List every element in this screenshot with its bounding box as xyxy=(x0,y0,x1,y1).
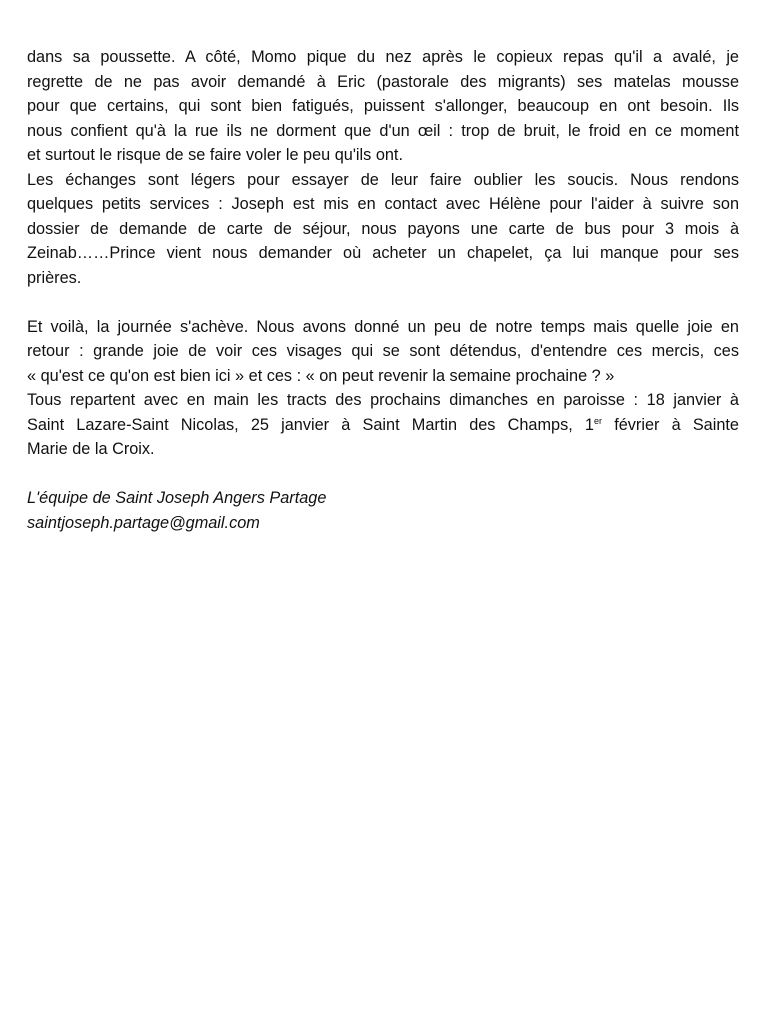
text-line: Tous repartent avec en main les tracts des prochains dimanches en paroisse : 18 janvier à xyxy=(27,391,739,409)
text-line: dans sa poussette. A côté, Momo pique du nez après le copieux repas qu'il a avalé, je xyxy=(27,48,739,66)
signature xyxy=(27,486,739,535)
text-line: dossier de demande de carte de séjour, nous payons une carte de bus pour 3 mois à xyxy=(27,219,739,238)
text-segment: février à Sainte xyxy=(602,415,739,434)
text-line xyxy=(27,413,739,438)
paragraph-4 xyxy=(27,388,739,462)
paragraph-3 xyxy=(27,315,739,389)
text-line: et surtout le risque de se faire voler le peu qu'ils ont. xyxy=(27,146,403,164)
text-line: pour que certains, qui sont bien fatigués, puissent s'allonger, beaucoup en ont besoin. Ils xyxy=(27,97,739,115)
text-line: quelques petits services : Joseph est mis en contact avec Hélène pour l'aider à suivre son xyxy=(27,195,739,213)
document-page xyxy=(27,45,739,535)
text-line: nous confient qu'à la rue ils ne dorment que d'un œil : trop de bruit, le froid en ce moment xyxy=(27,121,739,140)
text-line: Zeinab……Prince vient nous demander où acheter un chapelet, ça lui manque pour ses xyxy=(27,244,739,262)
text-line: Marie de la Croix. xyxy=(27,440,155,458)
text-line: Les échanges sont légers pour essayer de leur faire oublier les soucis. Nous rendons xyxy=(27,170,739,189)
text-segment: Saint Lazare-Saint Nicolas, 25 janvier à Saint Martin des Champs, 1 xyxy=(27,415,594,434)
paragraph-1 xyxy=(27,45,739,168)
text-line: Et voilà, la journée s'achève. Nous avons donné un peu de notre temps mais quelle joie en xyxy=(27,317,739,336)
paragraph-2 xyxy=(27,168,739,291)
text-line: prières. xyxy=(27,268,82,287)
text-line: regrette de ne pas avoir demandé à Eric (pastorale des migrants) ses matelas mousse xyxy=(27,72,739,91)
text-line: retour : grande joie de voir ces visages qui se sont détendus, d'entendre ces mercis, ces xyxy=(27,342,739,360)
text-line: « qu'est ce qu'on est bien ici » et ces : « on peut revenir la semaine prochaine ? » xyxy=(27,366,615,385)
superscript: er xyxy=(594,415,603,426)
signature-email[interactable]: saintjoseph.partage@gmail.com xyxy=(27,513,260,532)
signature-team: L'équipe de Saint Joseph Angers Partage xyxy=(27,489,327,507)
